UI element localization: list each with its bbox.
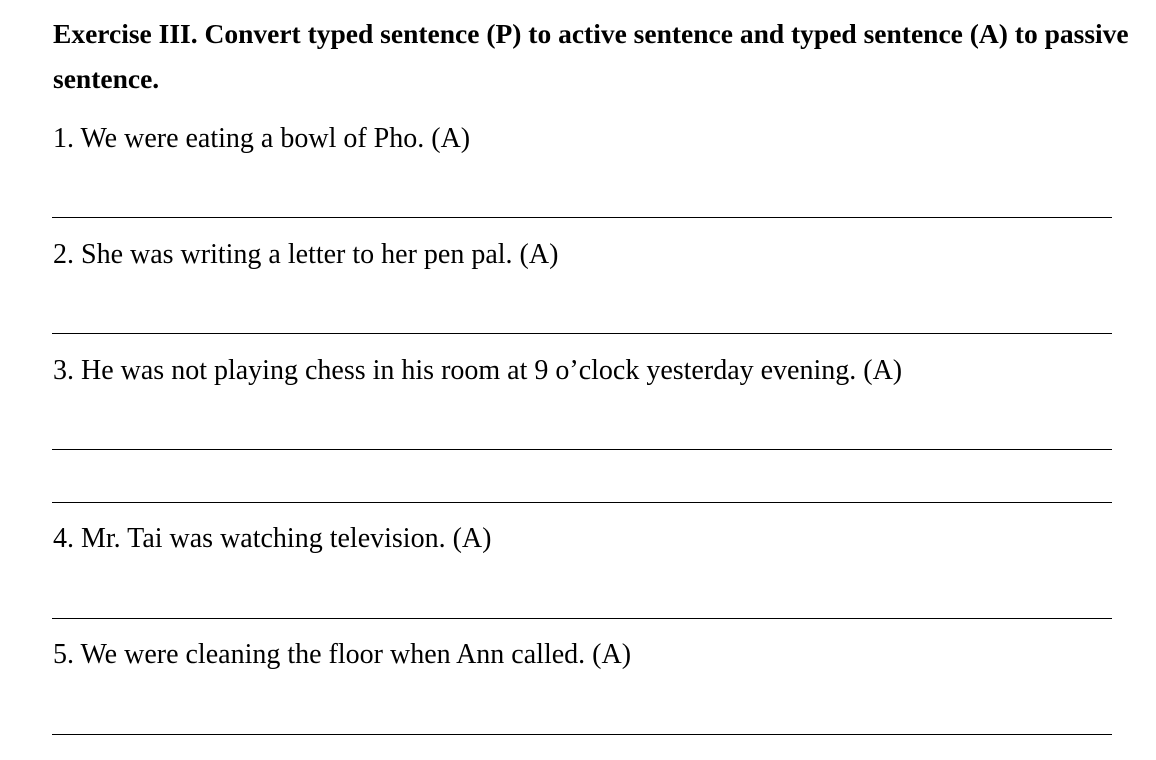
- question-5: 5. We were cleaning the floor when Ann called. (A): [53, 639, 632, 670]
- question-1: 1. We were eating a bowl of Pho. (A): [53, 123, 471, 154]
- question-2: 2. She was writing a letter to her pen pal. (A): [53, 239, 559, 270]
- answer-line-1: [52, 217, 1112, 218]
- answer-line-3a: [52, 449, 1112, 450]
- question-3: 3. He was not playing chess in his room at 9 o’clock yesterday evening. (A): [53, 355, 903, 386]
- answer-line-5: [52, 734, 1112, 735]
- answer-line-2: [52, 333, 1112, 334]
- answer-line-3b: [52, 502, 1112, 503]
- question-4: 4. Mr. Tai was watching television. (A): [53, 523, 492, 554]
- exercise-title: Exercise III. Convert typed sentence (P) to active sentence and typed sentence (A) to passive sentence.: [53, 18, 1129, 94]
- answer-line-4: [52, 618, 1112, 619]
